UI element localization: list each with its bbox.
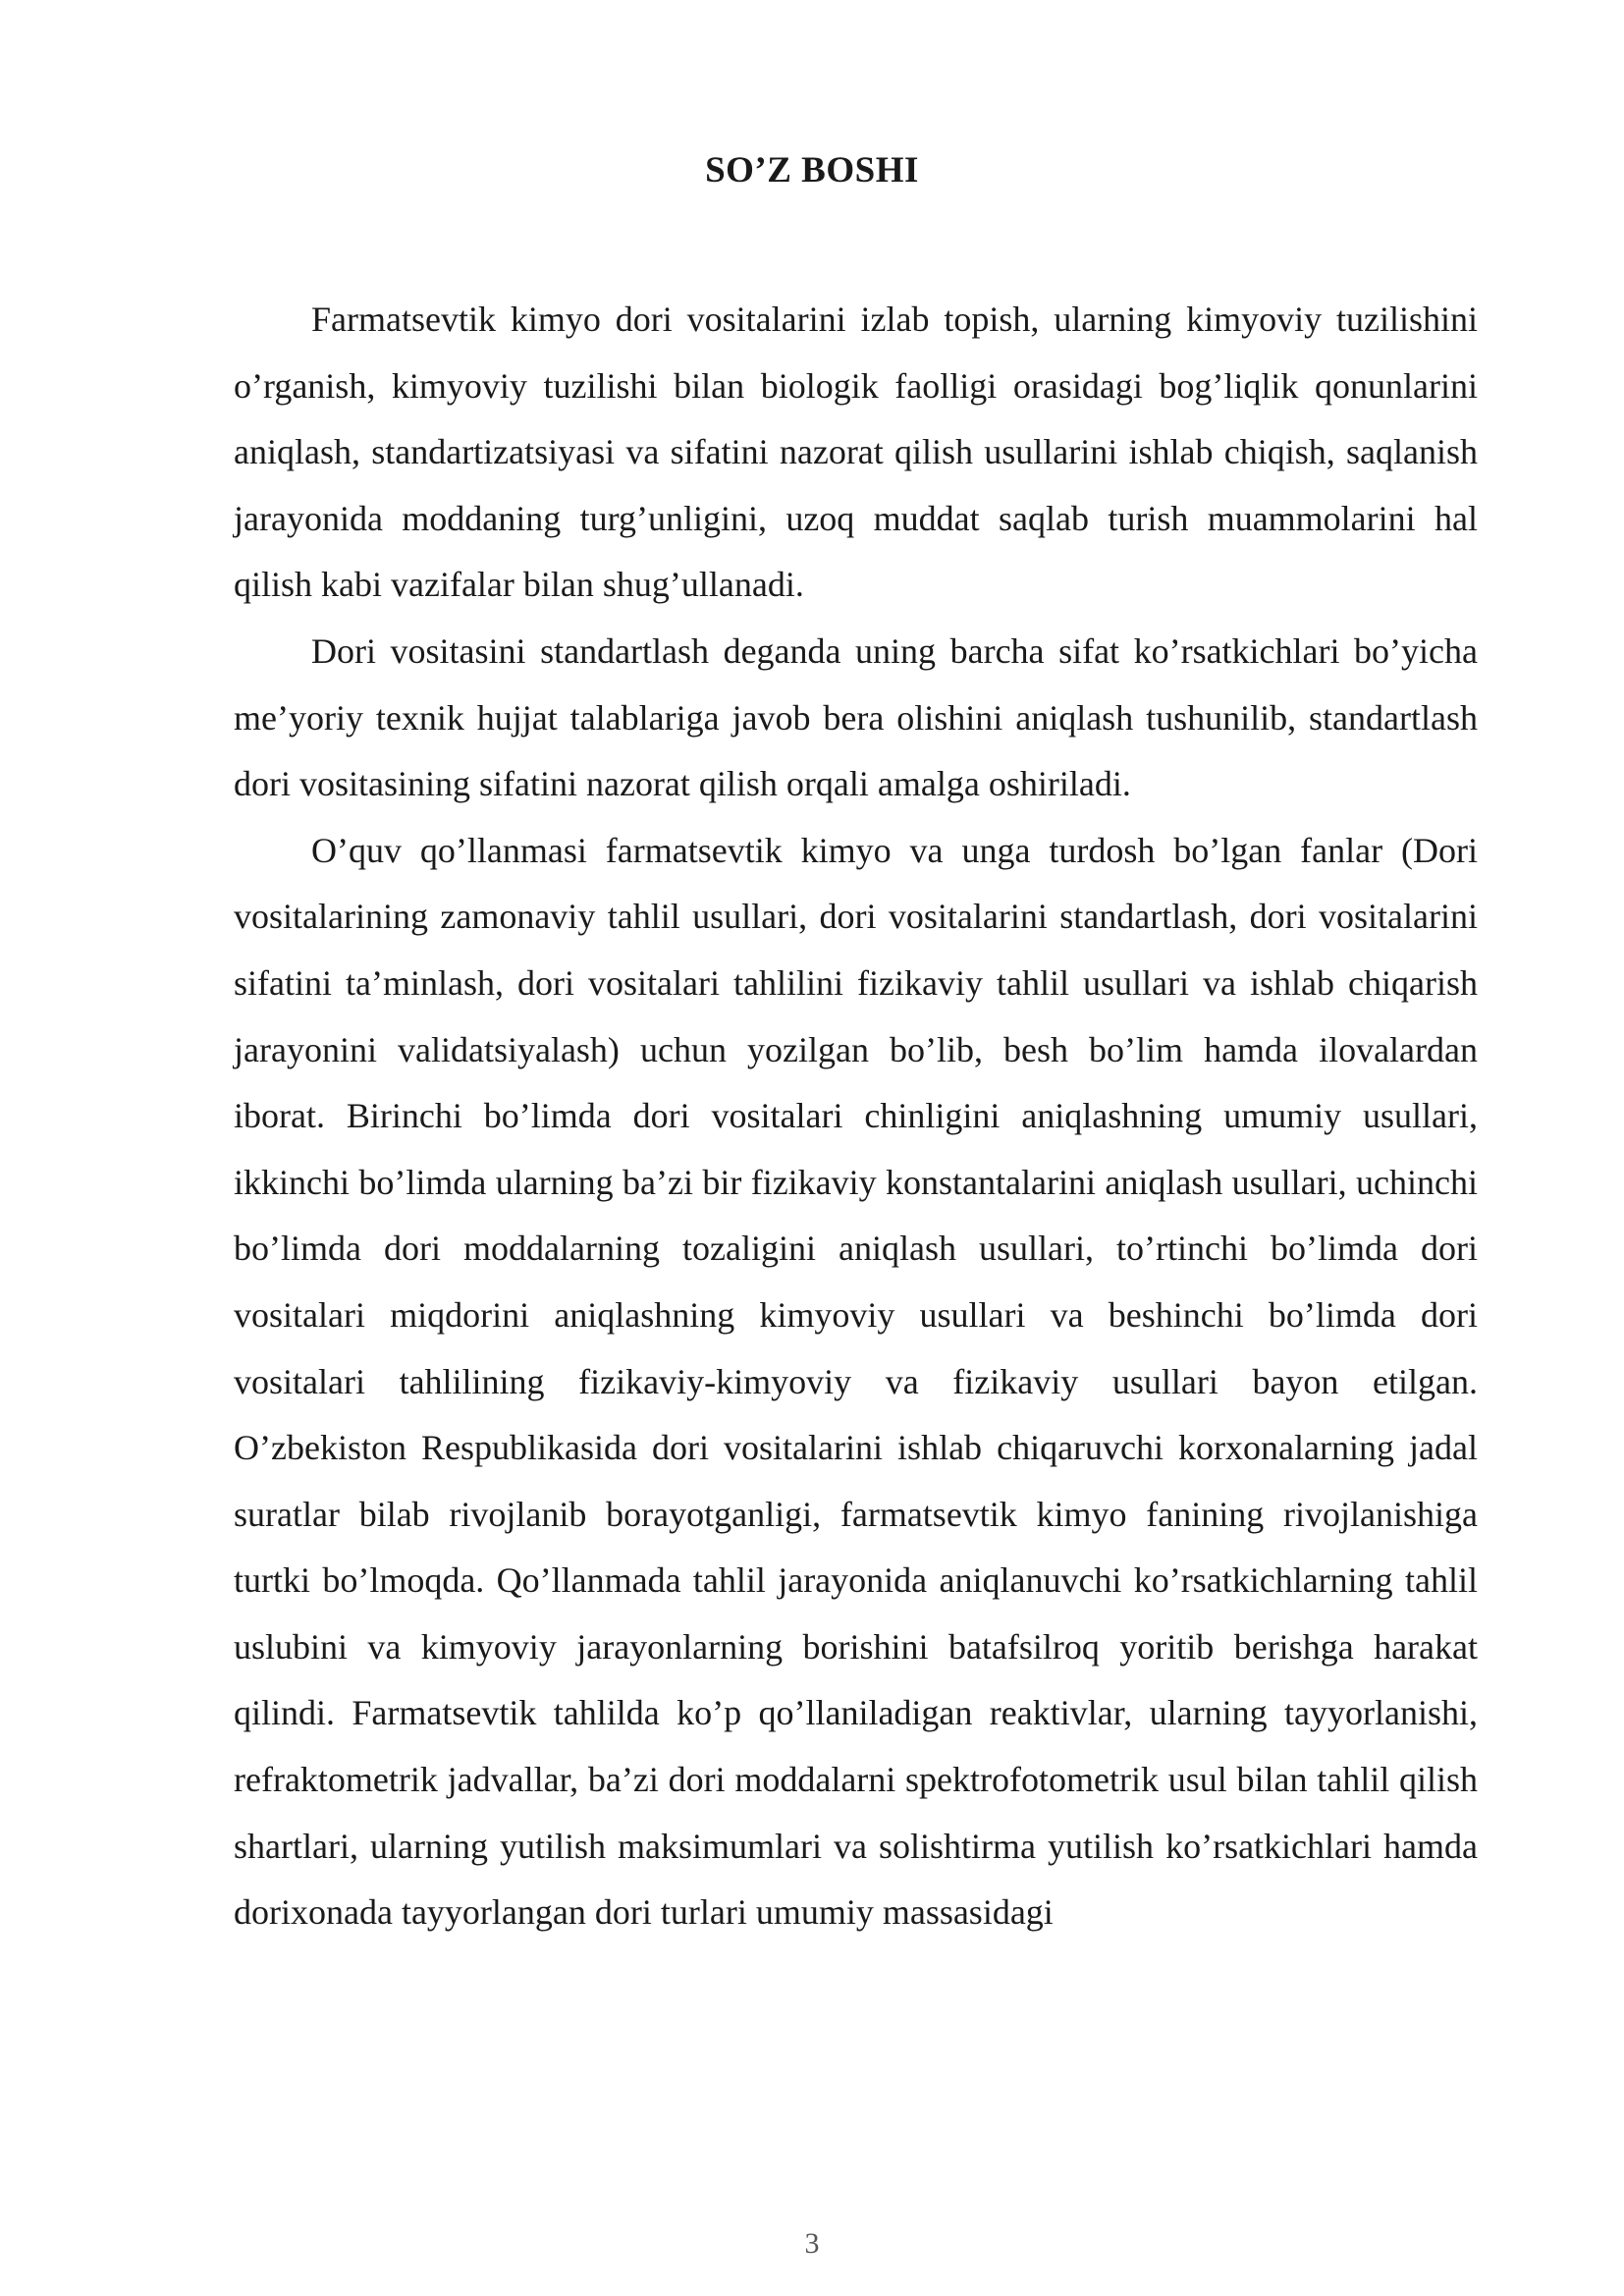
paragraph-2: Dori vositasini standartlash deganda uning barcha sifat ko’rsatkichlari bo’yicha me’yoriy texnik hujjat talablariga javob bera olishini aniqlash tushunilib, standartlash dori vositasining sifatini nazorat qilish orqali amalga oshiriladi. [234,630,1478,804]
paragraph-1: Farmatsevtik kimyo dori vositalarini izlab topish, ularning kimyoviy tuzilishini o’rganish, kimyoviy tuzilishi bilan biologik faolligi orasidagi bog’liqlik qonunlarini aniqlash, standartizatsiyasi va sifatini nazorat qilish usullarini ishlab chiqish, saqlanish jarayonida moddaning turg’unligini, uzoq muddat saqlab turish muammolarini hal qilish kabi vazifalar bilan shug’ullanadi. [234,300,1478,605]
paragraph-3: O’quv qo’llanmasi farmatsevtik kimyo va unga turdosh bo’lgan fanlar (Dori vositalarining zamonaviy tahlil usullari, dori vositalarini standartlash, dori vositalarini sifatini ta’minlash, dori vositalari tahlilini fizikaviy tahlil usullari va ishlab chiqarish jarayonini validatsiyalash) uchun yozilgan bo’lib, besh bo’lim hamda ilovalardan iborat. Birinchi bo’limda dori vositalari chinligini aniqlashning umumiy usullari, ikkinchi bo’limda ularning ba’zi bir fizikaviy konstantalarini aniqlash usullari, uchinchi bo’limda dori moddalarning tozaligini aniqlash usullari, to’rtinchi bo’limda dori vositalari miqdorini aniqlashning kimyoviy usullari va beshinchi bo’limda dori vositalari tahlilining fizikaviy-kimyoviy va fizikaviy usullari bayon etilgan. O’zbekiston Respublikasida dori vositalarini ishlab chiqaruvchi korxonalarning jadal suratlar bilab rivojlanib borayotganligi, farmatsevtik kimyo fanining rivojlanishiga turtki bo’lmoqda. Qo’llanmada tahlil jarayonida aniqlanuvchi ko’rsatkichlarning tahlil uslubini va kimyoviy jarayonlarning borishini batafsilroq yoritib berishga harakat qilindi. Farmatsevtik tahlilda ko’p qo’llaniladigan reaktivlar, ularning tayyorlanishi, refraktometrik jadvallar, ba’zi dori moddalarni spektrofotometrik usul bilan tahlil qilish shartlari, ularning yutilish maksimumlari va solishtirma yutilish ko’rsatkichlari hamda dorixonada tayyorlangan dori turlari umumiy massasidagi [234,830,1478,1933]
page-number: 3 [804,2227,820,2260]
body-text [234,287,1478,1946]
page-title: SO’Z BOSHI [705,150,919,191]
